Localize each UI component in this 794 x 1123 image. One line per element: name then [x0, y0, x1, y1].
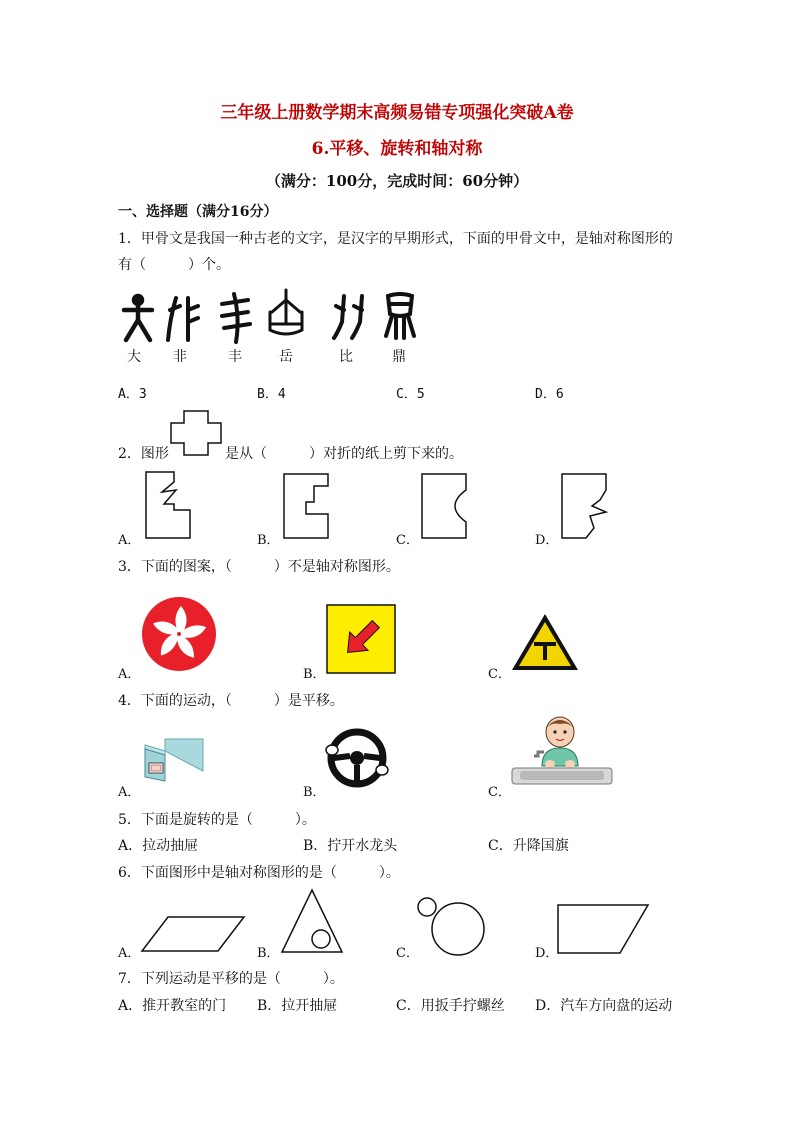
- document-title: 三年级上册数学期末高频易错专项强化突破A卷: [220, 103, 574, 123]
- q6-option-d[interactable]: D．: [535, 946, 559, 961]
- q7-text: 7．下列运动是平移的是（ ）。: [118, 971, 344, 987]
- q1-text-line2: 有（ ）个。: [118, 257, 230, 273]
- q2-option-a-figure[interactable]: [144, 470, 194, 540]
- q4-text: 4．下面的运动，（ ）是平移。: [118, 693, 344, 709]
- q2-option-b-figure[interactable]: [282, 472, 332, 540]
- q7-option-b[interactable]: B．拉开抽屉: [257, 998, 338, 1014]
- oracle-bone-characters: [118, 288, 428, 348]
- q7-option-a[interactable]: A．推开教室的门: [118, 998, 227, 1014]
- q7-option-c[interactable]: C．用扳手拧螺丝: [396, 998, 505, 1014]
- q5-option-c[interactable]: C．升降国旗: [488, 838, 569, 854]
- document-subtitle: 6.平移、旋转和轴对称: [311, 139, 483, 159]
- q1-option-b[interactable]: B．4: [257, 387, 286, 402]
- q2-text-suffix: 是从（ ）对折的纸上剪下来的。: [225, 446, 463, 462]
- q3-text: 3．下面的图案，（ ）不是轴对称图形。: [118, 559, 400, 575]
- q2-option-a[interactable]: A．: [118, 533, 141, 548]
- q3-option-a[interactable]: A．: [118, 667, 141, 682]
- steering-wheel-picture[interactable]: [322, 728, 392, 788]
- q2-text-prefix: 2．图形: [118, 446, 169, 462]
- triangle-with-circle-figure[interactable]: [280, 888, 344, 954]
- two-circles-figure[interactable]: [416, 896, 486, 958]
- q1-text-line1: 1．甲骨文是我国一种古老的文字，是汉字的早期形式，下面的甲骨文中，是轴对称图形的: [118, 231, 673, 247]
- trapezoid-figure[interactable]: [556, 903, 650, 955]
- oracle-char-fei: [168, 298, 198, 340]
- oracle-char-da: [124, 296, 152, 340]
- oracle-char-label: 丰: [228, 349, 242, 365]
- hong-kong-flower-emblem[interactable]: [141, 596, 217, 672]
- q1-option-d[interactable]: D．6: [535, 387, 564, 402]
- oracle-char-label: 比: [339, 349, 353, 365]
- q4-option-a[interactable]: A．: [118, 785, 141, 800]
- q7-option-d[interactable]: D．汽车方向盘的运动: [535, 998, 673, 1014]
- q6-option-b[interactable]: B．: [257, 946, 280, 961]
- q3-option-b[interactable]: B．: [303, 667, 326, 682]
- q2-option-b[interactable]: B．: [257, 533, 280, 548]
- yellow-arrow-sign[interactable]: [326, 604, 396, 674]
- q2-option-c[interactable]: C．: [396, 533, 419, 548]
- q4-option-c[interactable]: C．: [488, 785, 511, 800]
- oracle-char-label: 大: [127, 349, 141, 365]
- q2-option-d-figure[interactable]: [560, 472, 612, 540]
- oracle-char-yue: [270, 290, 302, 334]
- drawer-pull-picture[interactable]: [143, 737, 205, 785]
- q5-option-b[interactable]: B．拧开水龙头: [303, 838, 398, 854]
- q2-option-d[interactable]: D．: [535, 533, 559, 548]
- section-heading: 一、选择题（满分16分）: [118, 204, 278, 220]
- q4-option-b[interactable]: B．: [303, 785, 326, 800]
- warning-triangle-sign[interactable]: [510, 612, 580, 672]
- oracle-char-label: 鼎: [392, 349, 406, 365]
- parallelogram-figure[interactable]: [140, 915, 246, 953]
- q6-option-c[interactable]: C．: [396, 946, 419, 961]
- q2-option-c-figure[interactable]: [420, 472, 470, 540]
- oracle-char-ding: [386, 294, 414, 338]
- q5-option-a[interactable]: A．拉动抽屉: [118, 838, 199, 854]
- q1-option-c[interactable]: C．5: [396, 387, 425, 402]
- q6-option-a[interactable]: A．: [118, 946, 141, 961]
- oracle-char-label: 非: [173, 349, 187, 365]
- q1-option-a[interactable]: A．3: [118, 387, 147, 402]
- oracle-char-label: 岳: [279, 349, 293, 365]
- q5-text: 5．下面是旋转的是（ ）。: [118, 812, 316, 828]
- q6-text: 6．下面图形中是轴对称图形的是（ ）。: [118, 865, 400, 881]
- oracle-char-bi: [334, 296, 362, 338]
- oracle-char-feng: [222, 294, 250, 342]
- q3-option-c[interactable]: C．: [488, 667, 511, 682]
- boy-washing-hands-picture[interactable]: [510, 714, 614, 788]
- score-time-info: （满分：100分，完成时间：60分钟）: [265, 172, 529, 190]
- cross-shape-figure: [170, 410, 222, 456]
